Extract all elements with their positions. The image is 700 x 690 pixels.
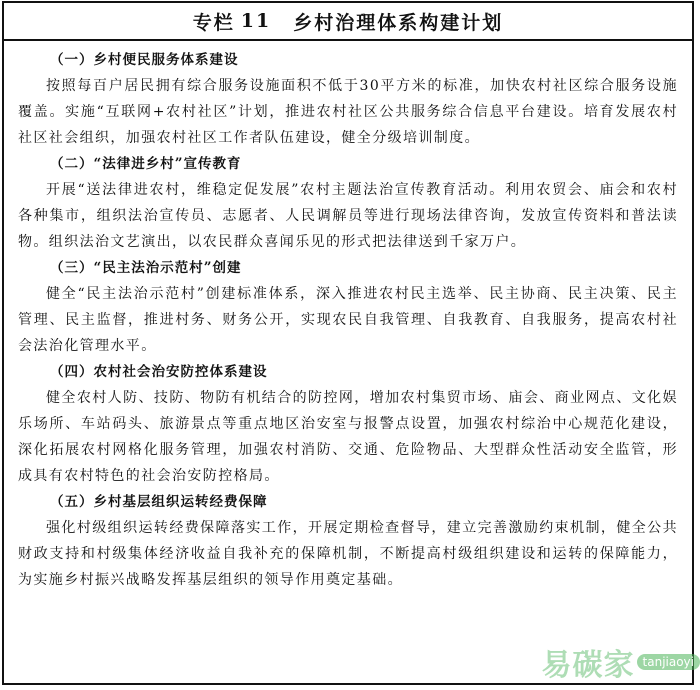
title-prefix: 专栏 — [192, 11, 235, 34]
section-body: 健全农村人防、技防、物防有机结合的防控网，增加农村集贸市场、庙会、商业网点、文化娱乐场所、车站码头、旅游景点等重点地区治安室与报警点设置，加强农村综治中心规范化建设，深化拓展农村网格化服务管理，加强农村消防、交通、危险物品、大型群众性活动安全监管，形成具有农村特色的社会治安防控格局。 — [18, 390, 678, 484]
section-4 — [18, 359, 678, 489]
section-1 — [18, 47, 678, 151]
section-body: 按照每百户居民拥有综合服务设施面积不低于30平方米的标准，加快农村社区综合服务设施覆盖。实施“互联网+农村社区”计划，推进农村社区公共服务综合信息平台建设。培育发展农村社区社会组织，加强农村社区工作者队伍建设，健全分级培训制度。 — [18, 78, 678, 146]
section-heading: （三）“民主法治示范村”创建 — [50, 260, 242, 276]
box-content — [4, 41, 692, 593]
section-heading: （一）乡村便民服务体系建设 — [50, 52, 239, 68]
section-body: 强化村级组织运转经费保障落实工作，开展定期检查督导，建立完善激励约束机制，健全公共财政支持和村级集体经济收益自我补充的保障机制，不断提高村级组织建设和运转的保障能力，为实施乡村振兴战略发挥基层组织的领导作用奠定基础。 — [18, 520, 678, 588]
section-5 — [18, 489, 678, 593]
watermark-logo-text: 易碳家 — [541, 648, 635, 683]
watermark-domain: tanjiaoyi — [637, 654, 700, 670]
section-2 — [18, 151, 678, 255]
section-heading: （五）乡村基层组织运转经费保障 — [50, 494, 268, 510]
section-heading: （四）农村社会治安防控体系建设 — [50, 364, 268, 380]
title-number: 11 — [240, 10, 272, 32]
box-title — [4, 3, 692, 41]
section-3 — [18, 255, 678, 359]
feature-box — [2, 1, 694, 685]
title-text: 乡村治理体系构建计划 — [293, 11, 504, 34]
section-body: 开展“送法律进农村，维稳定促发展”农村主题法治宣传教育活动。利用农贸会、庙会和农村各种集市，组织法治宣传员、志愿者、人民调解员等进行现场法律咨询，发放宣传资料和普法读物。组织法治文艺演出，以农民群众喜闻乐见的形式把法律送到千家万户。 — [18, 182, 678, 250]
section-heading: （二）“法律进乡村”宣传教育 — [50, 156, 242, 172]
section-body: 健全“民主法治示范村”创建标准体系，深入推进农村民主选举、民主协商、民主决策、民主管理、民主监督，推进村务、财务公开，实现农民自我管理、自我教育、自我服务，提高农村社会法治化管理水平。 — [18, 286, 678, 354]
